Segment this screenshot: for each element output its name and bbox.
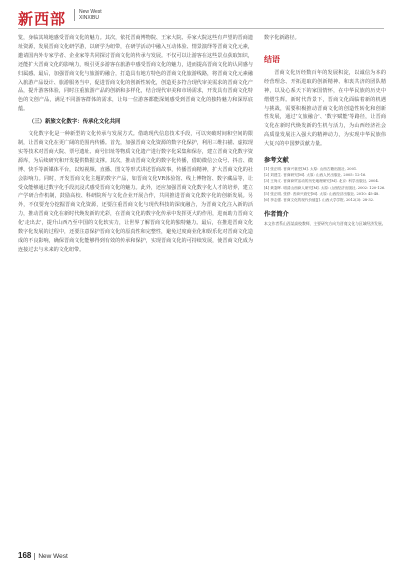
page-number: 168: [18, 551, 32, 560]
reference-item: [3] 王尚义. 晋商商贸活动的历史地理研究[M]. 北京: 科学出版社, 2004.: [264, 179, 379, 184]
footer-magazine-name: New West: [38, 553, 68, 560]
reference-item: [1] 张正明. 晋商兴衰史[M]. 太原: 山西古籍出版社, 2001.: [264, 167, 358, 172]
body-paragraph: 览，身临其境地感受晋商文化的魅力。其次，依托晋商博物院、王家大院、乔家大院这些有声望的晋商遗址资源，发展晋商文化研学游，以研学为纽带，在研学活动中融入互动体验、情景演绎等晋商文化元素，邀请国内外专家学者、企业家等共同探讨晋商文化的传承与发展。不仅可以让游客在这些景点获取知识，还能扩大晋商文化的影响力，吸引更多游客在旅游中感受晋商文化的魅力，进而提高晋商文化的认同感与归属感。最后，加强晋商文化与旅游的融合，打造具有地方特色的晋商文化旅游线路，将晋商文化元素融入旅游产品设计、旅游服务当中，促进晋商文化的创新性转化，创造更多符合现代审美需求的晋商文化产品，提升游客体验，同时注重旅游产品的创新和多样化，结合现代审美和市场需求，开发具有晋商文化特色的文创产品，满足不同游客群体的需求，让每一位游客都能深刻感受到晋商文化的独特魅力和深厚底蕴。: [18, 35, 253, 113]
body-paragraph: 数字化新路径。: [264, 35, 300, 41]
magazine-logo-english: [74, 9, 102, 21]
left-column: [18, 34, 253, 255]
page-header: [0, 0, 402, 30]
header-divider: [18, 28, 384, 29]
body-paragraph: 文化数字化是一种新型的文化传承与发展方式。借助现代信息技术手段，可以突破时间和空间的限制，让晋商文化在更广阔的范围内传播。首先，加强晋商文化资源的数字化保护，利用三维扫描、虚拟现实等技术对晋商大院、票号遗址、商号旧址等物质文化遗产进行数字化采集和保存，建立晋商文化数字资源库，为后续研究和开发提供数据支撑。其次，推动晋商文化的数字化传播，借助微信公众号、抖音、微博、快手等新媒体平台，以短视频、直播、图文等形式讲述晋商故事，传播晋商精神，扩大晋商文化的社会影响力。同时，开发晋商文化主题的数字产品，如晋商文化VR体验馆、线上博物馆、数字藏品等，让受众能够通过数字化手段沉浸式感受晋商文化的魅力。此外，还应加强晋商文化数字化人才的培养，建立产学研合作机制，鼓励高校、科研院所与文化企业开展合作，共同推进晋商文化数字化的创新发展。另外，不仅要充分挖掘晋商文化资源，还要注重晋商文化与现代科技的深度融合，为晋商文化注入新的活力，推动晋商文化在新时代焕发新的光彩，在晋商文化的数字化传承中发挥更大的作用，进而助力晋商文化'走出去'，提升山西乃至中国的文化软实力，让世界了解晋商文化的独特魅力。最后，在推进晋商文化数字化发展的过程中，还要注意保护晋商文化的原真性和完整性，避免过度商业化和娱乐化对晋商文化造成的不良影响，确保晋商文化能够得到有效的传承和保护，实现晋商文化的可持续发展，使晋商文化成为连接过去与未来的文化纽带。: [18, 131, 253, 253]
section-heading: 结语: [264, 54, 280, 64]
conclusion-paragraph: 晋商文化历经数百年的发展积淀，以诚信为本的经营理念、开拓进取的创新精神、和衷共济的团队精神，以及心系天下的家国情怀，在中华民族的历史中熠熠生辉。新时代背景下，晋商文化面临着新的机遇与挑战，需要积极推动晋商文化的创造性转化和创新性发展，通过'文旅融合'、'数字赋能'等路径，让晋商文化在新时代焕发新的生机与活力，为山西经济社会高质量发展注入强大的精神动力，为实现中华民族伟大复兴的中国梦贡献力量。: [264, 69, 386, 148]
right-column: [264, 34, 386, 227]
reference-item: [4] 黄鉴晖. 明清山西商人研究[M]. 太原: 山西经济出版社, 2002: 120-126.: [264, 185, 386, 190]
page-footer: [18, 551, 68, 560]
author-bio: 本文作者系山西某高校教师，主要研究方向为晋商文化与区域经济发展。: [264, 221, 386, 227]
magazine-logo: 新西部: [18, 10, 67, 28]
references-list: [264, 167, 386, 203]
subsection-heading: （三）新旅文化数字：传承化文化共同: [28, 119, 121, 126]
references-heading: 参考文献: [264, 157, 289, 165]
reference-item: [6] 李志强. 晋商文化的现代价值[J]. 山西大学学报, 2012(3): 28-32.: [264, 198, 375, 203]
logo-en-line2: XINXIBU: [79, 15, 100, 21]
reference-item: [5] 张正明, 张舒. 晋商兴衰史[M]. 太原: 山西经济出版社, 2010: 45-48.: [264, 191, 380, 196]
logo-en-line1: New West: [79, 9, 102, 15]
footer-divider: [34, 553, 35, 560]
reference-item: [2] 刘建生. 晋商研究[M]. 太原: 山西人民出版社, 2005: 12-16.: [264, 173, 367, 178]
author-heading: 作者简介: [264, 211, 289, 219]
